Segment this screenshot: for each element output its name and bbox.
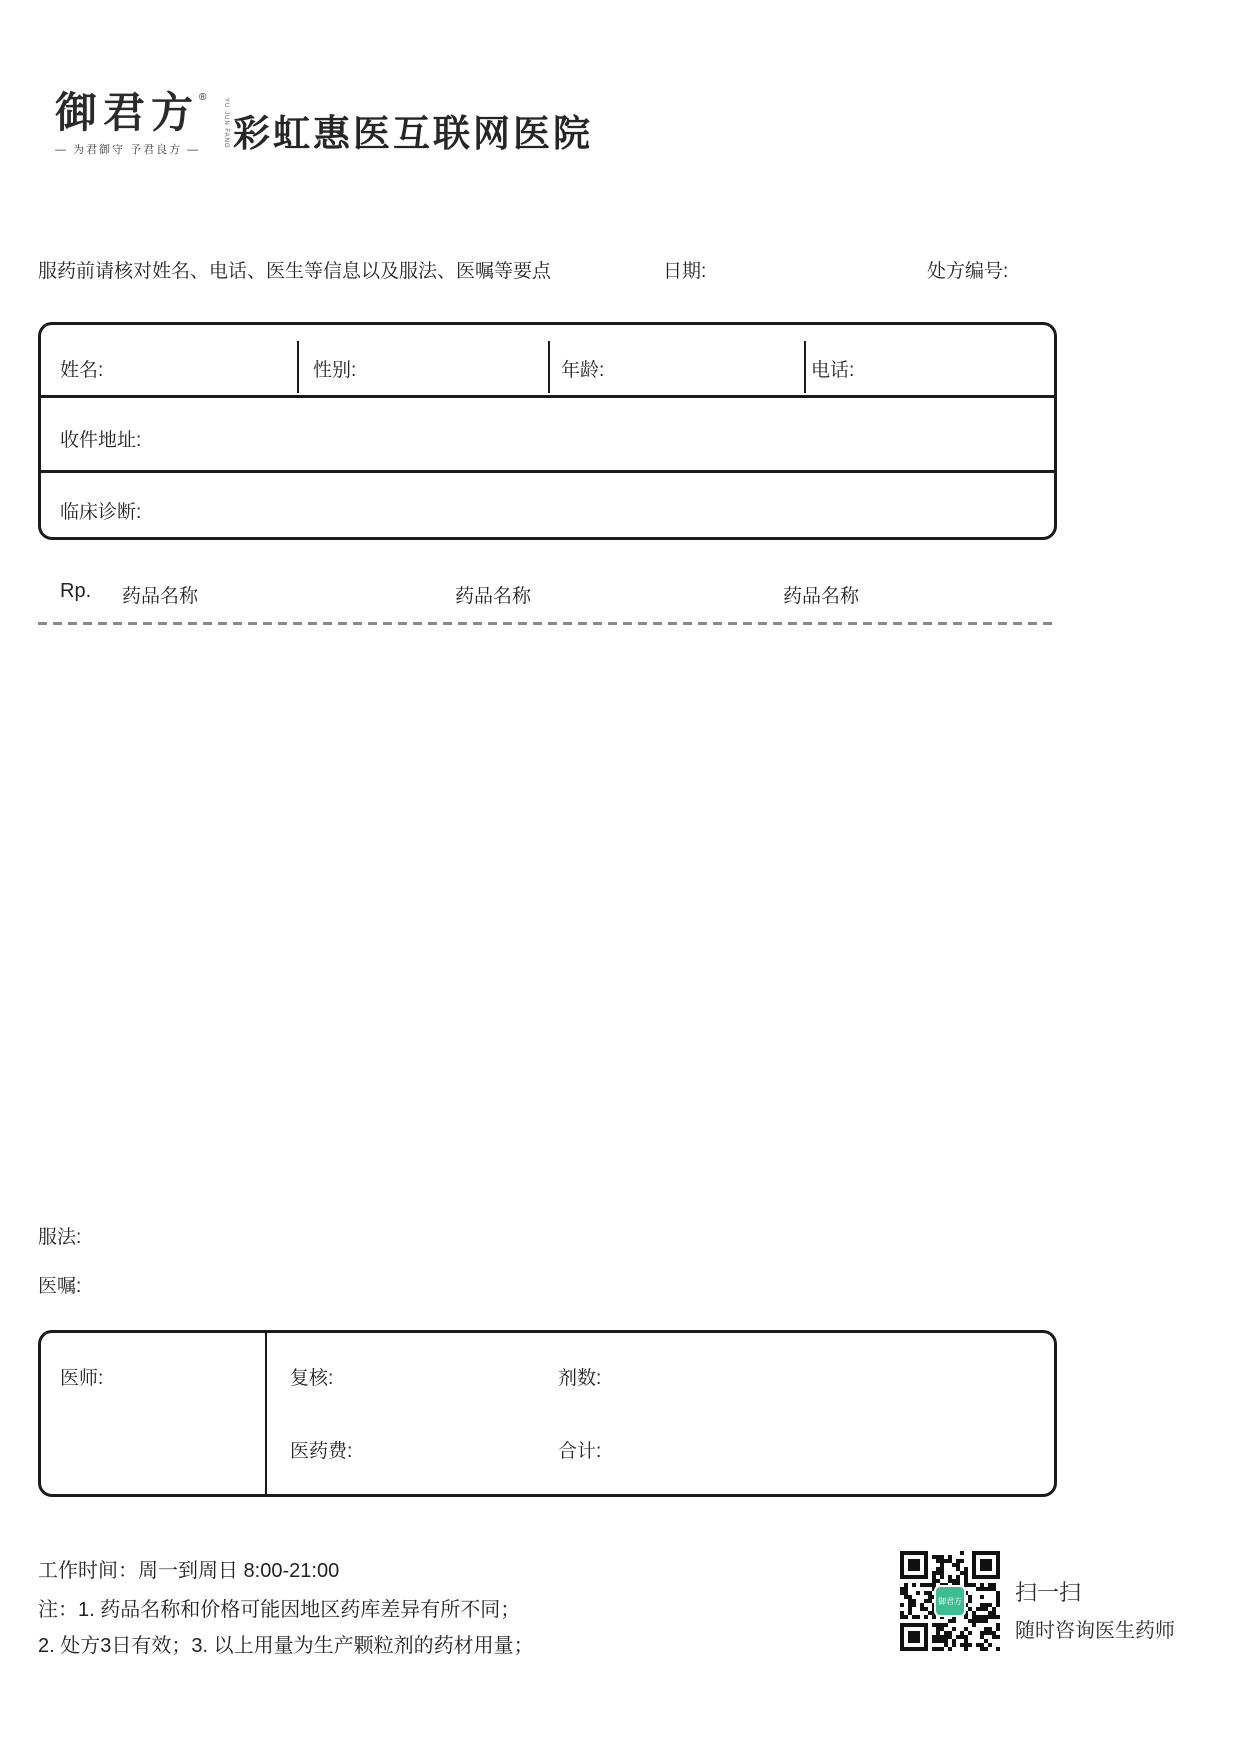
brand-tagline: — 为君御守 予君良方 — xyxy=(55,144,201,156)
field-divider xyxy=(297,341,299,393)
working-hours: 工作时间：周一到周日 8:00-21:00 xyxy=(38,1560,340,1582)
qr-code xyxy=(900,1550,1000,1652)
signoff-box xyxy=(38,1330,1057,1497)
brand-logo-text: 御君方 xyxy=(55,88,200,137)
note-line-2: 2. 处方3日有效；3. 以上用量为生产颗粒剂的药材用量； xyxy=(38,1635,534,1657)
scan-subtitle: 随时咨询医生药师 xyxy=(1015,1620,1175,1642)
field-divider xyxy=(804,341,806,393)
doctor-label: 医师: xyxy=(60,1368,104,1389)
qr-center-text: 御君方 xyxy=(938,1596,962,1606)
drug-name-column-1: 药品名称 xyxy=(122,586,199,607)
review-label: 复核: xyxy=(290,1368,334,1389)
rp-label: Rp. xyxy=(60,580,92,602)
patient-info-box xyxy=(38,322,1057,540)
patient-name-label: 姓名: xyxy=(60,360,104,381)
brand-logo-pinyin: YU JUN FANG xyxy=(223,98,229,149)
usage-label: 服法: xyxy=(38,1227,82,1248)
drug-name-column-2: 药品名称 xyxy=(455,586,532,607)
clinical-diagnosis-label: 临床诊断: xyxy=(60,502,142,523)
row-divider xyxy=(41,395,1054,398)
field-divider xyxy=(548,341,550,393)
row-divider xyxy=(41,470,1054,473)
hospital-name: 彩虹惠医互联网医院 xyxy=(233,113,593,154)
scan-title: 扫一扫 xyxy=(1015,1580,1082,1605)
rp-dashed-divider xyxy=(38,622,1057,625)
drug-name-column-3: 药品名称 xyxy=(783,586,860,607)
registered-mark-icon: ® xyxy=(199,92,207,103)
note-line-1: 注：1. 药品名称和价格可能因地区药库差异有所不同； xyxy=(38,1599,521,1621)
qr-center-logo xyxy=(934,1585,966,1617)
patient-gender-label: 性别: xyxy=(313,360,357,381)
patient-phone-label: 电话: xyxy=(811,360,855,381)
rx-number-label: 处方编号: xyxy=(927,261,1009,282)
fee-label: 医药费: xyxy=(290,1441,353,1462)
patient-age-label: 年龄: xyxy=(561,360,605,381)
shipping-address-label: 收件地址: xyxy=(60,430,142,451)
brand-logo xyxy=(55,88,229,157)
signoff-divider xyxy=(265,1333,267,1494)
total-label: 合计: xyxy=(558,1441,602,1462)
dose-count-label: 剂数: xyxy=(558,1368,602,1389)
advice-label: 医嘱: xyxy=(38,1276,82,1297)
pre-check-notice: 服药前请核对姓名、电话、医生等信息以及服法、医嘱等要点 xyxy=(38,261,552,282)
date-label: 日期: xyxy=(663,261,707,282)
